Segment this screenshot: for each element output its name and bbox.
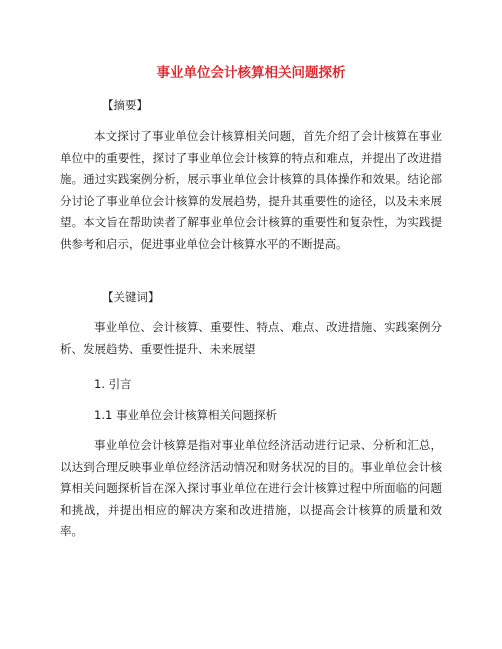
keywords-heading: 【关键词】 <box>102 290 160 304</box>
section-1-1-paragraph: 事业单位会计核算是指对事业单位经济活动进行记录、分析和汇总，以达到合理反映事业单位经济活动情况和财务状况的目的。事业单位会计核算相关问题探析旨在深入探讨事业单位在进行会计核算过程中所面临的问题和挑战，并提出相应的解决方案和改进措施，以提高会计核算的质量和效率。 <box>60 438 442 539</box>
document-title: 事业单位会计核算相关问题探析 <box>156 65 346 81</box>
keywords-paragraph: 事业单位、会计核算、重要性、特点、难点、改进措施、实践案例分析、发展趋势、重要性提升、未来展望 <box>60 320 442 356</box>
abstract-paragraph: 本文探讨了事业单位会计核算相关问题，首先介绍了会计核算在事业单位中的重要性，探讨了事业单位会计核算的特点和难点，并提出了改进措施。通过实践案例分析，展示事业单位会计核算的具体操作和效果。结论部分讨论了事业单位会计核算的发展趋势，提升其重要性的途径，以及未来展望。本文旨在帮助读者了解事业单位会计核算的重要性和复杂性，为实践提供参考和启示，促进事业单位会计核算水平的不断提高。 <box>60 129 442 251</box>
abstract-heading: 【摘要】 <box>102 98 148 112</box>
section-1-heading: 1. 引言 <box>94 377 132 391</box>
section-1-1-heading: 1.1 事业单位会计核算相关问题探析 <box>94 408 277 422</box>
